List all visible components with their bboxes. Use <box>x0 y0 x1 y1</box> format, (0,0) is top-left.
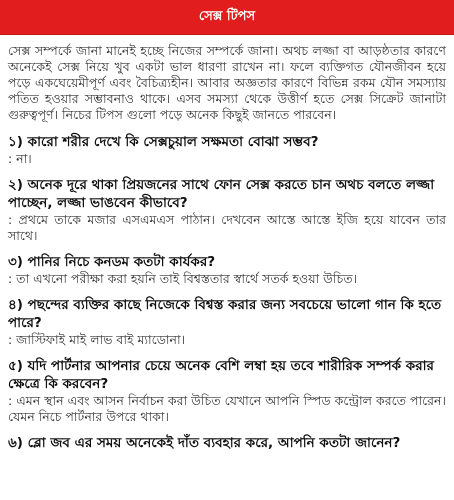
qa-item-4 <box>8 296 446 348</box>
intro-paragraph: সেক্স সম্পর্কে জানা মানেই হচ্ছে নিজের সম্পর্কে জানা। অথচ লজ্জা বা আড়ষ্ঠতার কারণে অনেকেই সেক্স নিয়ে খুব একটা ভাল ধারণা রাখেন না। ফলে ব্যক্তিগত যৌনজীবন হয়ে পড়ে একঘেয়েমীপূর্ণ এবং বৈচিত্র্যহীন। আবার অজ্ঞতার কারণে বিভিন্ন রকম যৌন সমস্যায় পতিত হওয়ার সম্ভাবনাও থাকে। এসব সমস্যা থেকে উত্তীর্ণ হতে সেক্স সিক্রেট জানাটা গুরুত্বপূর্ণ। নিচের টিপস গুলো পড়ে অনেক কিছুই জানতে পারবেন। <box>8 43 446 122</box>
qa-item-1 <box>8 133 446 167</box>
question: ৬) ব্লো জব এর সময় অনেকেই দাঁত ব্যবহার করে, আপনি কতটা জানেন? <box>8 435 401 451</box>
question: ৪) পছন্দের ব্যক্তির কাছে নিজেকে বিশ্বস্ত করার জন্য সবচেয়ে ভালো গান কি হতে পারে? <box>8 297 442 331</box>
question: ২) অনেক দূরে থাকা প্রিয়জনের সাথে ফোন সেক্স করতে চান অথচ বলতে লজ্জা পাচ্ছেন, লজ্জা ভাঙবেন কীভাবে? <box>8 177 435 211</box>
qa-item-6 <box>8 434 446 452</box>
qa-item-3 <box>8 253 446 287</box>
answer: : প্রথমে তাকে মজার এসএমএস পাঠান। দেখবেন আস্তে আস্তে ইজি হয়ে যাবেন তার সাথে। <box>8 212 446 243</box>
answer: : তা এখনো পরীক্ষা করা হয়নি তাই বিশ্বস্ততার স্বার্থে সতর্ক হওয়া উচিত। <box>8 271 358 286</box>
qa-item-5 <box>8 357 446 425</box>
answer: : না। <box>8 151 32 166</box>
title-bar <box>0 0 454 35</box>
qa-item-2 <box>8 176 446 244</box>
question: ৫) যদি পার্টনার আপনার চেয়ে অনেক বেশি লম্বা হয় তবে শারীরিক সম্পর্ক করার ক্ষেত্রে কি করবেন? <box>8 358 434 392</box>
question: ১) কারো শরীর দেখে কি সেক্সচুয়াল সক্ষমতা বোঝা সম্ভব? <box>8 134 319 150</box>
article-content[interactable] <box>0 35 454 500</box>
answer: : এমন স্থান এবং আসন নির্বাচন করা উচিত যেখানে আপনি স্পিড কন্ট্রোল করতে পারেন। যেমন নিচে পার্টনার উপরে থাকা। <box>8 393 446 424</box>
question: ৩) পানির নিচে কনডম কতটা কার্যকর? <box>8 254 216 270</box>
page-title: সেক্স টিপস <box>198 8 256 24</box>
answer: : জাস্টিফাই মাই লাভ বাই ম্যাডোনা। <box>8 332 186 347</box>
